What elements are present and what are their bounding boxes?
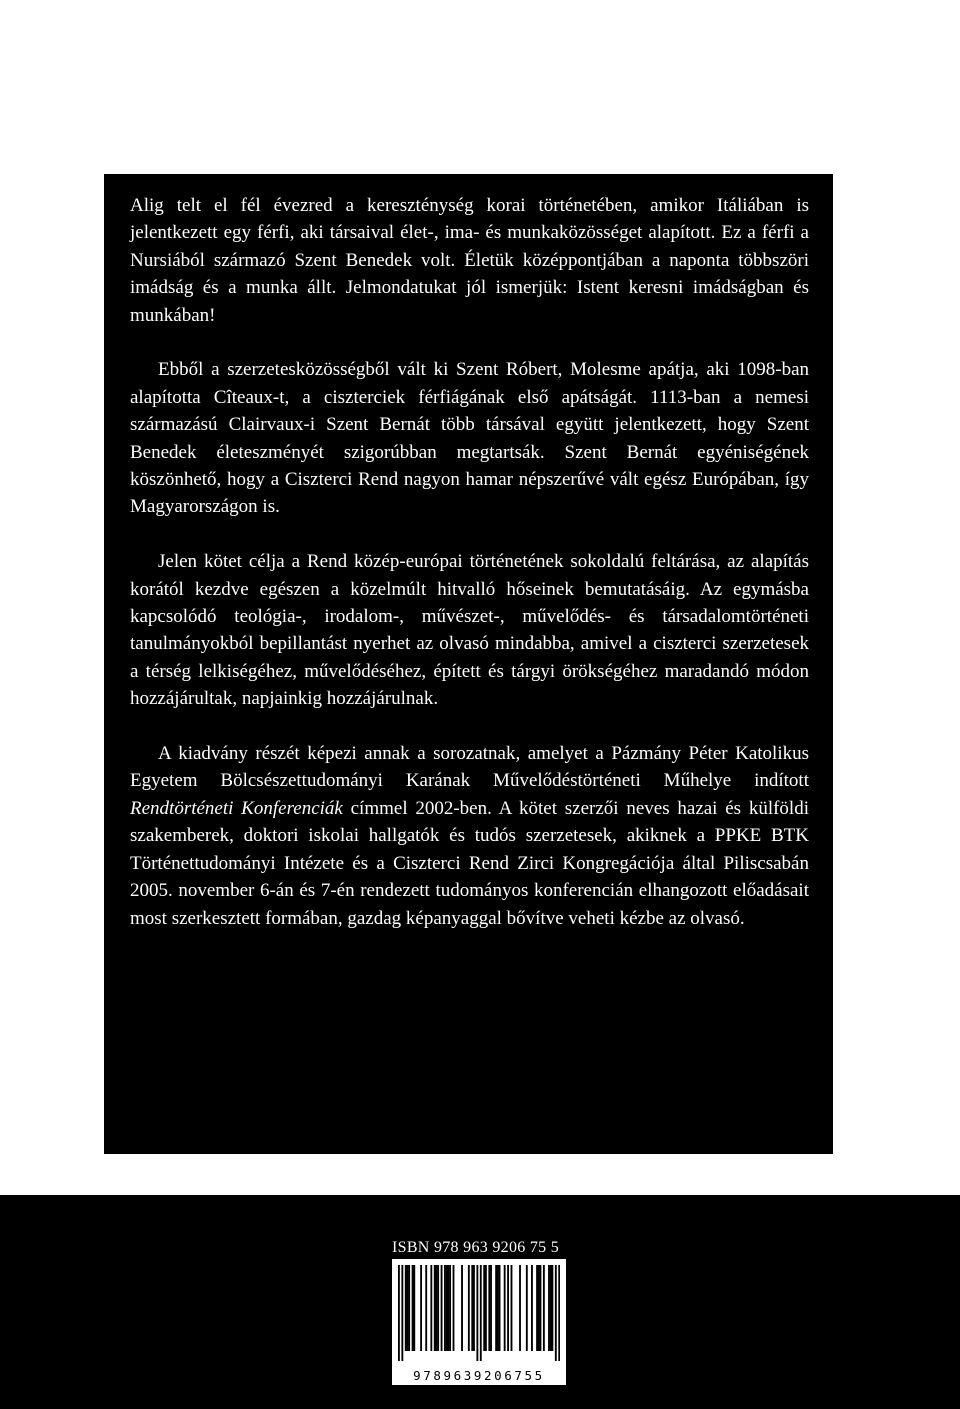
- barcode-bar: [555, 1265, 557, 1361]
- barcode-bar: [449, 1265, 451, 1351]
- barcode-bar: [511, 1265, 513, 1351]
- barcode-bar: [538, 1265, 540, 1351]
- paragraph-4: [130, 740, 809, 932]
- barcode-bar: [540, 1265, 542, 1351]
- barcode-bar: [536, 1265, 538, 1351]
- barcode-bar: [548, 1265, 550, 1351]
- barcode-bar: [434, 1265, 436, 1351]
- barcode-bar: [436, 1265, 438, 1351]
- barcode-bar: [550, 1265, 552, 1351]
- barcode-digits: 9789639206755: [413, 1368, 545, 1383]
- paragraph-4-text-before: A kiadvány részét képezi annak a sorozatnak, amelyet a Pázmány Péter Katolikus Egyetem Bölcsészettudományi Karának Művelődéstörténeti Műhelye indított: [130, 743, 809, 792]
- barcode-bars-icon: [398, 1265, 560, 1361]
- paragraph-1: Alig telt el fél évezred a kereszténység korai történetében, amikor Itáliában is jelentkezett egy férfi, aki társaival élet-, ima- és munkaközösséget alapított. Ez a férfi a Nursiából származó Szent Benedek volt. Életük középpontjában a naponta többszöri imádság és a munka állt. Jelmondatukat jól ismerjük: Istent keresni imádságban és munkában!: [130, 195, 809, 326]
- barcode-bar: [476, 1265, 478, 1361]
- barcode-bar: [558, 1265, 560, 1361]
- barcode-bar: [398, 1265, 400, 1361]
- barcode-bar: [437, 1265, 439, 1351]
- barcode-bar: [490, 1265, 492, 1351]
- barcode-bar: [420, 1265, 422, 1351]
- barcode-bar: [543, 1265, 545, 1351]
- back-cover-text-panel: [104, 174, 833, 1154]
- barcode-bar: [401, 1265, 403, 1361]
- barcode-bar: [461, 1265, 463, 1351]
- paragraph-4-text-after: címmel 2002-ben. A kötet szerzői neves hazai és külföldi szakemberek, doktori iskolai hallgatók és tudós szerzetesek, akiknek a PPKE BTK Történettudományi Intézete és a Ciszterci Rend Zirci Kongregációja által Piliscsabán 2005. november 6-án és 7-én rendezett tudományos konferencián elhangozott előadásait most szerkesztett formában, gazdag képanyaggal bővítve veheti kézbe az olvasó.: [130, 797, 809, 929]
- barcode-bar: [495, 1265, 497, 1351]
- isbn-block: [392, 1237, 566, 1385]
- barcode-bar: [485, 1265, 487, 1351]
- barcode-bar: [425, 1265, 427, 1351]
- barcode-bar: [447, 1265, 449, 1351]
- barcode-bar: [441, 1265, 443, 1351]
- barcode-bar: [507, 1265, 509, 1351]
- barcode-bar: [497, 1265, 499, 1351]
- paragraph-3: Jelen kötet célja a Rend közép-európai történetének sokoldalú feltárása, az alapítás korától kezdve egészen a közelmúlt hitvalló hőseinek bemutatásáig. Az egymásba kapcsolódó teológia-, irodalom-, művészet-, művelődés- és társadalomtörténeti tanulmányokból bepillantást nyerhet az olvasó mindabba, amivel a ciszterci szerzetesek a térség lelkiségéhez, művelődéséhez, épített és tárgyi örökségéhez maradandó módon hozzájárultak, napjainkig hozzájárulnak.: [130, 551, 809, 710]
- paragraph-2: Ebből a szerzetesközösségből vált ki Szent Róbert, Molesme apátja, aki 1098-ban alapította Cîteaux-t, a ciszterciek férfiágának első apátságát. 1113-ban a nemesi származású Clairvaux-i Szent Bernát több társával együtt jelentkezett, hogy Szent Benedek életeszményét szigorúbban megtartsák. Szent Bernát egyéniségének köszönhető, hogy a Ciszterci Rend nagyon hamar népszerűvé vált egész Európában, így Magyarországon is.: [130, 359, 809, 518]
- barcode-bar: [504, 1265, 506, 1351]
- barcode-bar: [488, 1265, 490, 1351]
- barcode-bar: [407, 1265, 409, 1351]
- barcode-bar: [551, 1265, 553, 1351]
- barcode-bar: [473, 1265, 475, 1351]
- barcode-bar: [471, 1265, 473, 1351]
- barcode-bar: [413, 1265, 415, 1351]
- barcode-bar: [519, 1265, 521, 1351]
- barcode-bar: [446, 1265, 448, 1351]
- barcode-bar: [483, 1265, 485, 1351]
- series-title: Rendtörténeti Konferenciák: [130, 797, 343, 819]
- isbn-label: ISBN 978 963 9206 75 5: [392, 1239, 560, 1256]
- barcode-bar: [408, 1265, 410, 1351]
- barcode-bar: [531, 1265, 533, 1351]
- barcode-bar: [430, 1265, 432, 1351]
- barcode: [392, 1259, 566, 1385]
- barcode-bar: [468, 1265, 470, 1351]
- barcode-bar: [480, 1265, 482, 1361]
- barcode-bar: [526, 1265, 528, 1351]
- barcode-bar: [444, 1265, 446, 1351]
- barcode-bar: [412, 1265, 414, 1351]
- barcode-bar: [453, 1265, 455, 1351]
- barcode-bar: [405, 1265, 407, 1351]
- barcode-bar: [499, 1265, 501, 1351]
